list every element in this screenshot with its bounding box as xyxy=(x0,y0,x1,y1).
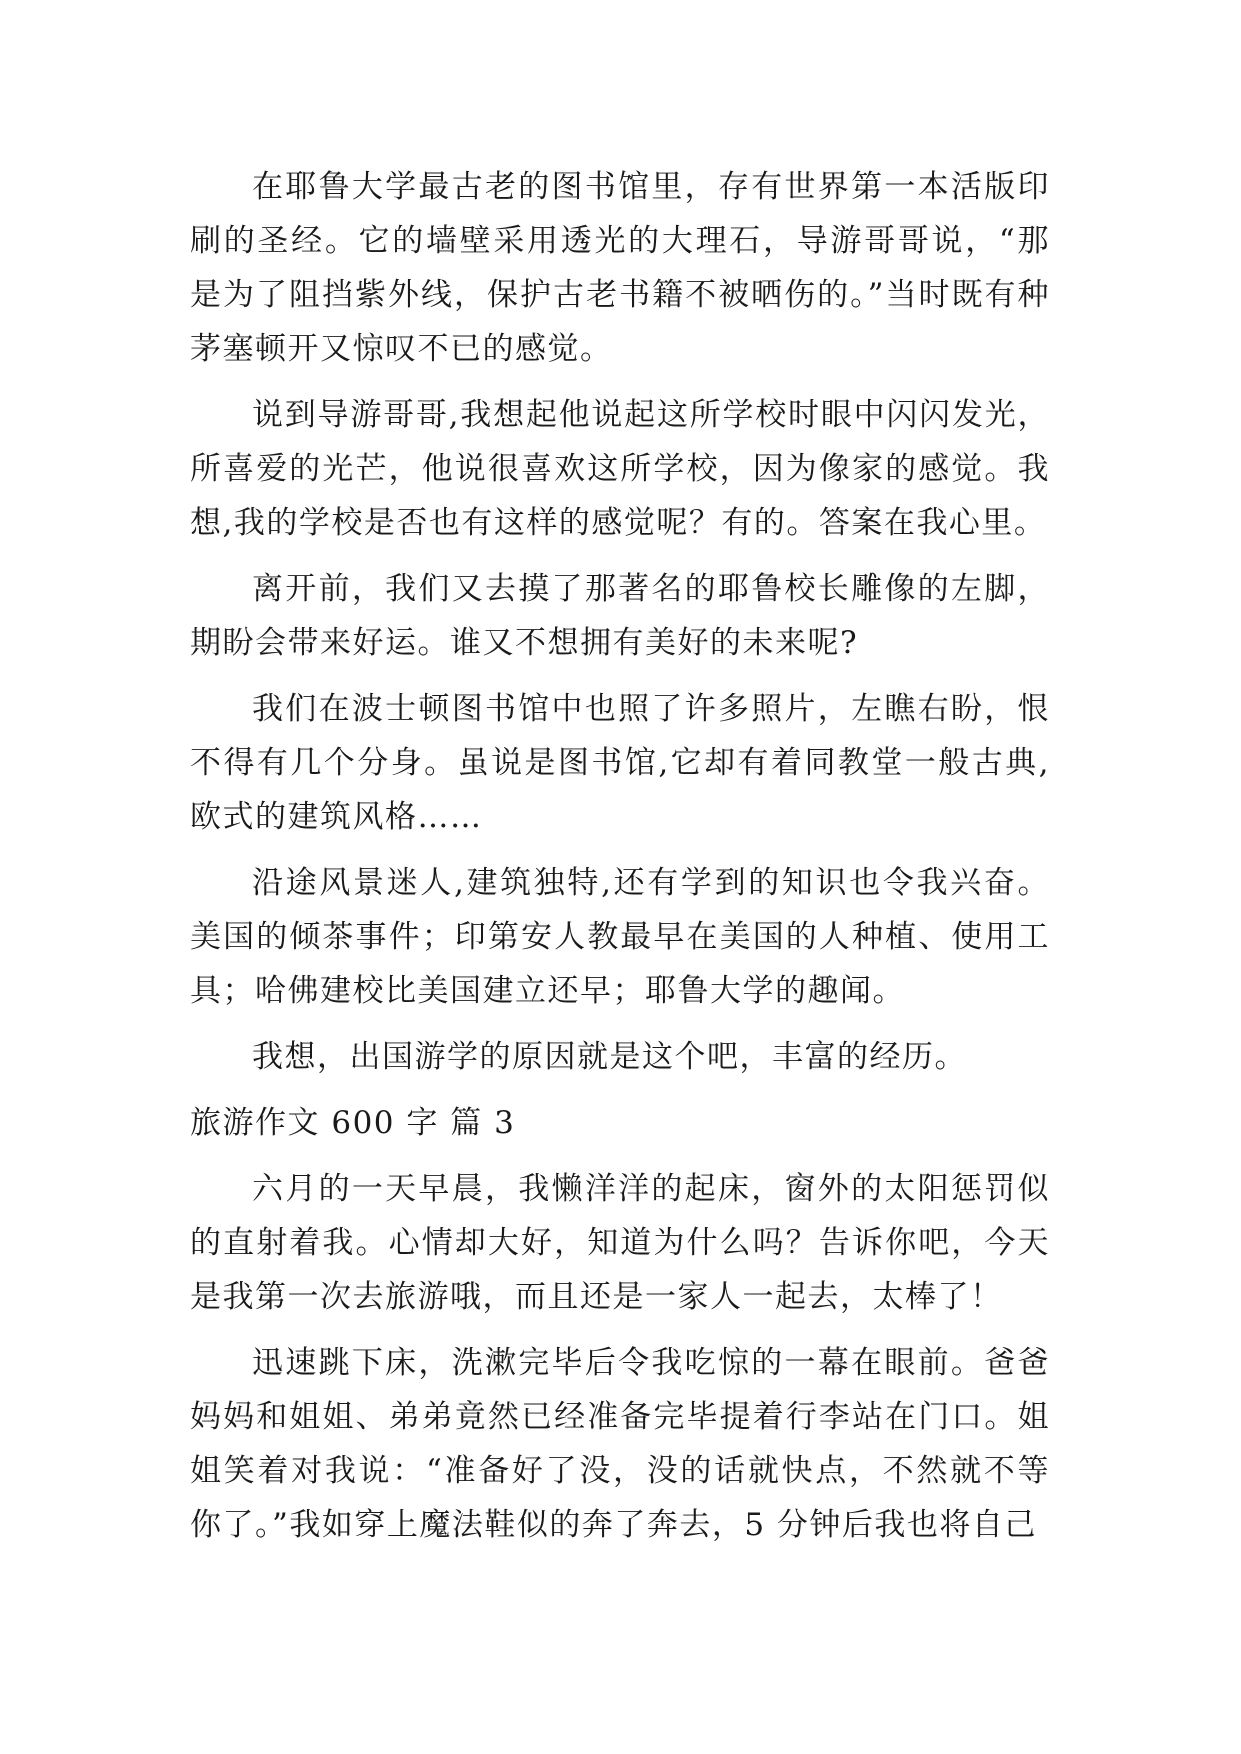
paragraph: 迅速跳下床，洗漱完毕后令我吃惊的一幕在眼前。爸爸妈妈和姐姐、弟弟竟然已经准备完毕提着行李站在门口。姐姐笑着对我说：“准备好了没，没的话就快点，不然就不等你了。”我如穿上魔法鞋似的奔了奔去，5 分钟后我也将自己 xyxy=(190,1345,1050,1543)
paragraph: 六月的一天早晨，我懒洋洋的起床，窗外的太阳惩罚似的直射着我。心情却大好，知道为什么吗？告诉你吧，今天是我第一次去旅游哦，而且还是一家人一起去，太棒了！ xyxy=(190,1171,1050,1315)
paragraph: 我想，出国游学的原因就是这个吧，丰富的经历。 xyxy=(252,1039,967,1075)
paragraph: 说到导游哥哥,我想起他说起这所学校时眼中闪闪发光，所喜爱的光芒，他说很喜欢这所学校，因为像家的感觉。我想,我的学校是否也有这样的感觉呢？有的。答案在我心里。 xyxy=(190,397,1050,541)
paragraph: 沿途风景迷人,建筑独特,还有学到的知识也令我兴奋。美国的倾茶事件；印第安人教最早在美国的人种植、使用工具；哈佛建校比美国建立还早；耶鲁大学的趣闻。 xyxy=(190,865,1050,1009)
section-title: 旅游作文 600 字 篇 3 xyxy=(190,1105,516,1141)
paragraph: 在耶鲁大学最古老的图书馆里，存有世界第一本活版印刷的圣经。它的墙壁采用透光的大理石，导游哥哥说，“那是为了阻挡紫外线，保护古老书籍不被晒伤的。”当时既有种茅塞顿开又惊叹不已的感觉。 xyxy=(190,169,1050,367)
paragraph: 我们在波士顿图书馆中也照了许多照片，左瞧右盼，恨不得有几个分身。虽说是图书馆,它却有着同教堂一般古典,欧式的建筑风格…… xyxy=(190,691,1050,835)
document-body xyxy=(190,160,1050,1564)
paragraph: 离开前，我们又去摸了那著名的耶鲁校长雕像的左脚，期盼会带来好运。谁又不想拥有美好的未来呢? xyxy=(190,571,1050,661)
